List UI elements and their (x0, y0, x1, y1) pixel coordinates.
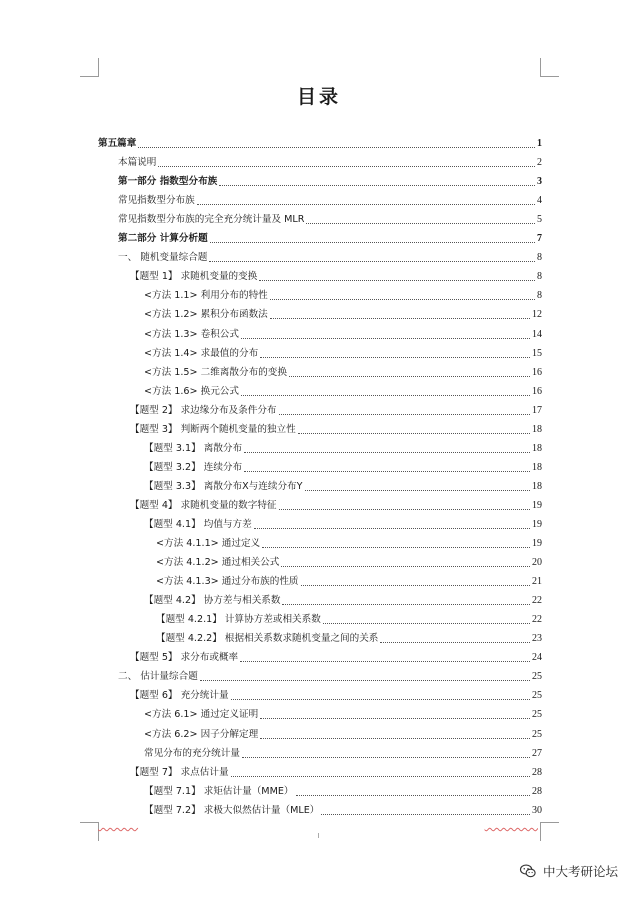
toc-entry[interactable] (98, 169, 542, 188)
toc-entry-title: 【题型 4.1】 均值与方差 (144, 518, 252, 530)
toc-entry[interactable] (98, 550, 542, 569)
toc-dot-leader (231, 698, 530, 700)
toc-entry-page: 8 (537, 252, 542, 264)
toc-entry[interactable] (98, 302, 542, 321)
toc-entry[interactable] (98, 150, 542, 169)
toc-entry[interactable] (98, 398, 542, 417)
toc-entry-page: 18 (532, 442, 542, 454)
toc-entry[interactable] (98, 131, 542, 150)
toc-entry-title: 本篇说明 (118, 157, 157, 169)
toc-entry[interactable] (98, 379, 542, 398)
toc-dot-leader (270, 317, 530, 319)
toc-entry-page: 22 (532, 614, 542, 626)
toc-dot-leader (323, 622, 530, 624)
toc-entry-title: 二、 估计量综合题 (118, 671, 198, 683)
toc-dot-leader (270, 298, 535, 300)
toc-entry-page: 22 (532, 595, 542, 607)
toc-entry-page: 25 (532, 728, 542, 740)
toc-dot-leader (260, 737, 530, 739)
toc-entry[interactable] (98, 417, 542, 436)
watermark (519, 862, 618, 880)
toc-entry[interactable] (98, 474, 542, 493)
toc-dot-leader (241, 394, 530, 396)
toc-entry-title: 常见指数型分布族 (118, 195, 195, 207)
toc-entry-title: <方法 4.1.2> 通过相关公式 (156, 557, 280, 569)
toc-entry-page: 18 (532, 423, 542, 435)
toc-entry-title: <方法 1.4> 求最值的分布 (144, 347, 259, 359)
toc-entry[interactable] (98, 645, 542, 664)
toc-dot-leader (279, 413, 530, 415)
toc-entry-title: 【题型 1】 求随机变量的变换 (130, 271, 258, 283)
toc-entry-page: 19 (532, 518, 542, 530)
toc-entry[interactable] (98, 779, 542, 798)
toc-dot-leader (244, 470, 530, 472)
toc-entry-page: 3 (537, 176, 542, 188)
toc-entry-page: 16 (532, 385, 542, 397)
toc-dot-leader (242, 756, 530, 758)
wechat-icon (519, 862, 537, 880)
toc-dot-leader (200, 679, 530, 681)
toc-entry-page: 8 (537, 290, 542, 302)
toc-entry[interactable] (98, 702, 542, 721)
toc-entry-page: 18 (532, 480, 542, 492)
toc-entry-title: 第五篇章 (98, 138, 137, 150)
toc-dot-leader (279, 508, 530, 510)
toc-entry-title: 【题型 6】 充分统计量 (130, 690, 229, 702)
toc-entry-page: 1 (537, 138, 542, 150)
toc-entry-page: 24 (532, 652, 542, 664)
toc-dot-leader (210, 241, 535, 243)
toc-entry-title: 第二部分 计算分析题 (118, 233, 208, 245)
page-title: 目录 (296, 86, 341, 108)
toc-entry-page: 8 (537, 271, 542, 283)
toc-entry-page: 28 (532, 766, 542, 778)
toc-entry-title: 【题型 4.2.1】 计算协方差或相关系数 (156, 614, 321, 626)
toc-dot-leader (231, 775, 530, 777)
toc-dot-leader (241, 337, 530, 339)
toc-entry-page: 21 (532, 576, 542, 588)
toc-dot-leader (298, 432, 530, 434)
toc-entry[interactable] (98, 607, 542, 626)
toc-entry[interactable] (98, 588, 542, 607)
toc-entry-page: 30 (532, 804, 542, 816)
toc-entry-page: 25 (532, 671, 542, 683)
toc-dot-leader (260, 717, 530, 719)
toc-entry-title: 常见分布的充分统计量 (144, 747, 240, 759)
toc-entry-title: 【题型 4】 求随机变量的数字特征 (130, 499, 277, 511)
toc-entry[interactable] (98, 188, 542, 207)
toc-entry-page: 19 (532, 499, 542, 511)
toc-entry-page: 5 (537, 214, 542, 226)
toc-dot-leader (138, 146, 535, 148)
toc-entry-title: 【题型 5】 求分布或概率 (130, 652, 239, 664)
toc-entry[interactable] (98, 455, 542, 474)
toc-entry-title: 【题型 4.2.2】 根据相关系数求随机变量之间的关系 (156, 633, 379, 645)
toc-dot-leader (240, 660, 530, 662)
crop-mark-top-left (80, 58, 99, 77)
toc-entry-title: <方法 1.2> 累积分布函数法 (144, 309, 268, 321)
toc-entry[interactable] (98, 664, 542, 683)
toc-entry-page: 12 (532, 309, 542, 321)
toc-entry[interactable] (98, 760, 542, 779)
toc-entry-title: 【题型 7.1】 求矩估计量（MME） (144, 785, 294, 797)
crop-mark-bottom-left (80, 822, 99, 841)
toc-dot-leader (197, 203, 535, 205)
toc-entry-page: 17 (532, 404, 542, 416)
toc-entry-page: 19 (532, 538, 542, 550)
toc-entry-title: <方法 1.1> 利用分布的特性 (144, 290, 268, 302)
toc-entry-title: 【题型 7.2】 求极大似然估计量（MLE） (144, 804, 320, 816)
toc-entry-title: 第一部分 指数型分布族 (118, 176, 218, 188)
toc-entry-page: 14 (532, 328, 542, 340)
toc-entry-title: 【题型 3.3】 离散分布X与连续分布Y (144, 480, 303, 492)
toc-entry-title: 【题型 3.2】 连续分布 (144, 461, 243, 473)
footer-left-text (98, 820, 138, 828)
toc-dot-leader (296, 794, 530, 796)
toc-entry-page: 27 (532, 747, 542, 759)
toc-entry-page: 15 (532, 347, 542, 359)
toc-entry-page: 18 (532, 461, 542, 473)
page-footer (98, 820, 542, 834)
toc-entry[interactable] (98, 436, 542, 455)
toc-dot-leader (244, 451, 530, 453)
toc-entry-title: 【题型 2】 求边缘分布及条件分布 (130, 404, 277, 416)
toc-entry-page: 25 (532, 709, 542, 721)
toc-entry-title: <方法 1.6> 换元公式 (144, 385, 239, 397)
toc-entry[interactable] (98, 207, 542, 226)
toc-entry-title: 【题型 4.2】 协方差与相关系数 (144, 595, 281, 607)
toc-dot-leader (158, 165, 535, 167)
toc-entry-title: <方法 4.1.3> 通过分布族的性质 (156, 576, 299, 588)
toc-entry-title: <方法 6.1> 通过定义证明 (144, 709, 259, 721)
toc-entry[interactable] (98, 226, 542, 245)
toc-entry-title: <方法 4.1.1> 通过定义 (156, 538, 261, 550)
toc-entry-page: 16 (532, 366, 542, 378)
toc-dot-leader (305, 489, 530, 491)
toc-entry-title: 【题型 3】 判断两个随机变量的独立性 (130, 423, 296, 435)
toc-entry[interactable] (98, 360, 542, 379)
toc-entry[interactable] (98, 626, 542, 645)
toc-entry[interactable] (98, 264, 542, 283)
toc-dot-leader (209, 260, 535, 262)
toc-dot-leader (321, 813, 530, 815)
toc-dot-leader (254, 527, 530, 529)
crop-mark-top-right (540, 58, 559, 77)
toc-dot-leader (380, 641, 530, 643)
toc-entry[interactable] (98, 798, 542, 817)
toc-entry[interactable] (98, 493, 542, 512)
toc-dot-leader (219, 184, 535, 186)
crop-mark-bottom-right (540, 822, 559, 841)
toc-dot-leader (260, 356, 530, 358)
toc-entry[interactable] (98, 341, 542, 360)
toc-entry-title: <方法 1.3> 卷积公式 (144, 328, 239, 340)
toc-entry-page: 4 (537, 195, 542, 207)
toc-entry[interactable] (98, 683, 542, 702)
toc-dot-leader (259, 279, 535, 281)
toc-entry[interactable] (98, 283, 542, 302)
toc-entry[interactable] (98, 531, 542, 550)
toc-dot-leader (306, 222, 535, 224)
watermark-text: 中大考研论坛 (542, 864, 618, 879)
toc-dot-leader (281, 565, 530, 567)
toc-entry[interactable] (98, 321, 542, 340)
toc-entry-title: <方法 6.2> 因子分解定理 (144, 728, 259, 740)
toc-entry-title: 常见指数型分布族的完全充分统计量及 MLR (118, 214, 305, 226)
table-of-contents (98, 131, 542, 817)
toc-dot-leader (282, 603, 530, 605)
toc-entry-page: 23 (532, 633, 542, 645)
toc-entry[interactable] (98, 512, 542, 531)
toc-dot-leader (289, 375, 530, 377)
toc-entry-page: 20 (532, 557, 542, 569)
toc-dot-leader (262, 546, 530, 548)
footer-page-mark (318, 833, 319, 838)
toc-entry-title: 【题型 7】 求点估计量 (130, 766, 229, 778)
toc-entry-title: <方法 1.5> 二维离散分布的变换 (144, 366, 287, 378)
toc-entry-page: 7 (537, 233, 542, 245)
toc-entry-page: 28 (532, 785, 542, 797)
toc-entry[interactable] (98, 741, 542, 760)
toc-entry-title: 【题型 3.1】 离散分布 (144, 442, 243, 454)
toc-entry-page: 2 (537, 157, 542, 169)
toc-entry[interactable] (98, 721, 542, 740)
toc-entry-title: 一、 随机变量综合题 (118, 252, 208, 264)
toc-entry[interactable] (98, 245, 542, 264)
toc-entry[interactable] (98, 569, 542, 588)
toc-entry-page: 25 (532, 690, 542, 702)
footer-right-text (485, 820, 538, 828)
toc-dot-leader (301, 584, 530, 586)
